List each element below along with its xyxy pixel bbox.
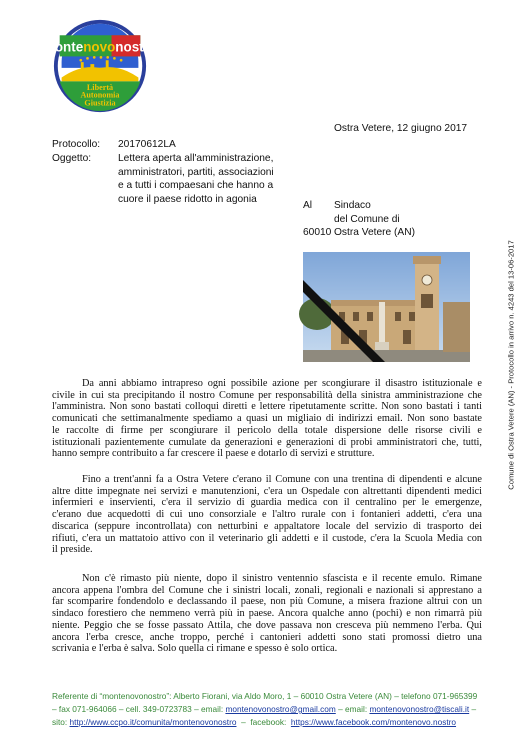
paragraph-line: niente. Peggio che se fosse passato Attila, che dove passava non cresceva più nemmeno l'erba. Qui xyxy=(52,619,482,631)
svg-text:montenovonostro xyxy=(43,40,157,55)
recipient-prefix: Al xyxy=(303,200,313,211)
paragraph-line: c'erano due acquedotti di cui uno consorziale e l'altro rurale con i fontanieri addetti, c'era una xyxy=(52,509,482,521)
recipient-row xyxy=(303,226,415,240)
logo-motto-1: Libertà xyxy=(86,83,114,92)
logo-motto-3: Giustizia xyxy=(84,98,116,108)
dateline: Ostra Vetere, 12 giugno 2017 xyxy=(334,123,468,134)
logo-name-mid: novo xyxy=(83,39,116,55)
email-link-gmail[interactable]: montenovonostro@gmail.com xyxy=(225,704,336,714)
facebook-link[interactable]: https://www.facebook.com/montenovo.nostro xyxy=(290,717,457,727)
protocol-label: Protocollo: xyxy=(52,139,101,150)
paragraph-line: Fino a trent'anni fa a Ostra Vetere c'erano il Comune con una trentina di dipendenti e alcune xyxy=(82,474,482,485)
protocol-stamp-text: Comune di Ostra Vetere (AN) - Protocollo in arrivo n. 4243 del 13-06-2017 xyxy=(506,240,516,490)
footer-text: – xyxy=(469,704,477,714)
paragraph-line: istituzionali pazientemente cumulate da generazioni e generazioni di probi amministratori che, tutti, xyxy=(52,436,482,448)
footer-text: – fax 071-964066 – cell. 349-0723783 – email: xyxy=(52,704,226,714)
recipient-line: Ostra Vetere (AN) xyxy=(334,227,415,238)
subject-line: amministratori, partiti, associazioni xyxy=(118,166,274,178)
paragraph-line: scrivania e l'erba è salva. Solo quella ci rimane e spesso è solo ortica. xyxy=(52,643,338,655)
paragraph-line: infermieri e inservienti, c'era il servizio di guardia medica con il centralino per le emergenze, xyxy=(52,497,482,509)
protocol-stamp xyxy=(505,232,517,498)
recipient-postcode: 60010 xyxy=(303,227,332,238)
subject-text xyxy=(118,152,278,206)
footer-line-3 xyxy=(52,716,482,729)
paragraph-line: Da anni abbiamo intrapreso ogni possibile azione per scongiurare il disastro istituzionale e xyxy=(82,378,482,389)
footer-contacts xyxy=(52,690,482,729)
montenovonostro-logo xyxy=(42,18,158,114)
paragraph-3 xyxy=(52,573,482,655)
paragraph-line: sindaco forestiero che nemmeno verrà più in paese. Ancora qualche anno (pochi) e non rimarrà più xyxy=(52,608,482,620)
footer-text: sito: xyxy=(52,717,70,727)
paragraph-line: l'amministra. Non sono bastati colloqui diretti e lettere ripetutamente scritte. Non sono bastati i tanti xyxy=(52,401,482,413)
website-link[interactable]: http://www.ccpo.it/comunita/montenovonostro xyxy=(69,717,237,727)
paragraph-line: discarica (seppure incontrollata) con netturbini e appaltatore locale del servizio di trasporto dei xyxy=(52,520,482,532)
recipient-row xyxy=(303,199,415,213)
recipient-row xyxy=(303,213,415,227)
paragraph-2 xyxy=(52,474,482,556)
logo-name-top: monte xyxy=(42,39,84,55)
recipient-prefix xyxy=(303,213,334,227)
logo-motto-2: Autonomia xyxy=(80,90,120,100)
recipient-line: Sindaco xyxy=(334,200,371,211)
footer-line-2 xyxy=(52,703,482,716)
town-hall-photo xyxy=(303,252,470,362)
recipient-block xyxy=(303,199,415,240)
subject-line: e a tutti i compaesani che hanno a xyxy=(118,180,274,191)
subject-line: cuore il paese ridotto in agonia xyxy=(118,193,257,205)
paragraph-line: altre ditte impegnate nei servizi e manutenzioni, c'era un Ospedale con altrettanti dipendenti medici xyxy=(52,485,482,497)
subject-line: Lettera aperta all'amministrazione, xyxy=(118,153,274,164)
footer-text: – facebook: xyxy=(236,717,291,727)
paragraph-line: comunicati che settimanalmente spediamo a quasi un migliaio di indirizzi email. Non sono bastate xyxy=(52,413,482,425)
paragraph-line: il preside. xyxy=(52,544,93,556)
subject-label: Oggetto: xyxy=(52,153,92,164)
paragraph-line: rifiuti, c'era un mattatoio attivo con il veterinario gli addetti e il custode, c'era la Scuola Media con xyxy=(52,532,482,544)
paragraph-1 xyxy=(52,378,482,460)
logo-name-end: nostro xyxy=(115,39,158,55)
paragraph-line: ancora l'erba cresce, anche troppo, perché i cantonieri addetti sono stati promossi dietro una xyxy=(52,631,482,643)
email-link-tiscali[interactable]: montenovonostro@tiscali.it xyxy=(369,704,470,714)
footer-text: – email: xyxy=(335,704,370,714)
paragraph-line: Non c'è rimasto più niente, dopo il sinistro ventennio sfascista e il recente emulo. Rimane xyxy=(82,573,482,584)
paragraph-line: ancora appena l'ombra del Comune che i sinistri locali, zonali, regionali e nazionali si apprestano a xyxy=(52,584,482,596)
protocol-value: 20170612LA xyxy=(118,139,176,150)
paragraph-line: far scomparire fondendolo e declassando il paese, non più Comune, a misera frazione altrui con un xyxy=(52,596,482,608)
paragraph-line: hanno sempre contribuito a far crescere il paese e dotarlo di servizi e strutture. xyxy=(52,448,375,460)
paragraph-line: civile in cui sta precipitando il nostro Comune per responsabilità della sinistra amministrazione che xyxy=(52,389,482,401)
recipient-line: del Comune di xyxy=(334,213,400,225)
paragraph-line: le raccolte di firme per scongiurare il pericolo della totale dispersione delle risorse civili e xyxy=(52,424,482,436)
footer-line-1: Referente di “montenovonostro”: Alberto Fiorani, via Aldo Moro, 1 – 60010 Ostra Vetere (AN) – telefono 071-965399 xyxy=(52,691,478,701)
